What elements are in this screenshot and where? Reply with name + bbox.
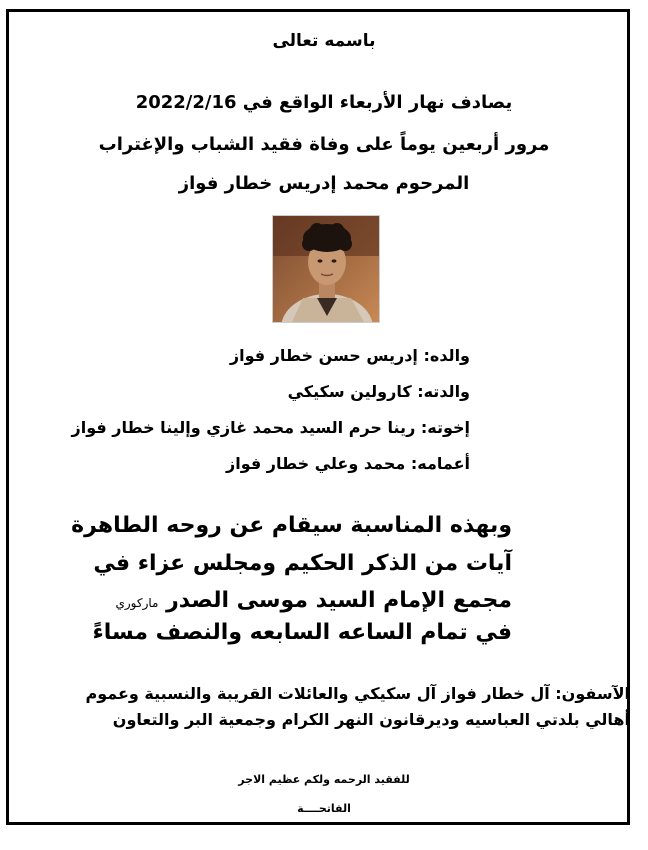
father-line: والده: إدريس حسن خطار فواز [229, 346, 470, 365]
mourners-line-2: أهالي بلدتي العباسيه وديرقانون النهر الكرام وجمعية البر والتعاون [112, 710, 630, 729]
ceremony-venue: مجمع الإمام السيد موسى الصدر [166, 588, 512, 613]
ceremony-line-2: آيات من الذكر الحكيم ومجلس عزاء في [93, 551, 512, 576]
ceremony-line-1: وبهذه المناسبة سيقام عن روحه الطاهرة [71, 513, 512, 538]
siblings-line: إخوته: رينا حرم السيد محمد غازي وإلينا خطار فواز [71, 418, 470, 437]
ceremony-place: ماركوري [115, 596, 159, 610]
mourners-line-1: الآسفون: آل خطار فواز آل سكيكي والعائلات القريبة والنسبية وعموم [85, 684, 630, 703]
condolence-line: للفقيد الرحمه ولكم عظيم الاجر [238, 773, 410, 786]
portrait-photo [272, 215, 380, 323]
date-line: يصادف نهار الأربعاء الواقع في 2022/2/16 [135, 92, 513, 113]
ceremony-line-3 [115, 588, 512, 613]
mother-line: والدته: كارولين سكيكي [287, 382, 470, 401]
ceremony-line-4: في تمام الساعه السابعه والنصف مساءً [92, 620, 512, 645]
occasion-line: مرور أربعين يوماً على وفاة فقيد الشباب والإغتراب [98, 134, 550, 155]
basmala-heading: باسمه تعالى [272, 31, 376, 51]
deceased-name: المرحوم محمد إدريس خطار فواز [178, 173, 470, 194]
uncles-line: أعمامه: محمد وعلي خطار فواز [226, 454, 470, 473]
portrait-photo-icon [273, 216, 380, 323]
fatiha-line: الفاتحــــة [297, 802, 351, 815]
